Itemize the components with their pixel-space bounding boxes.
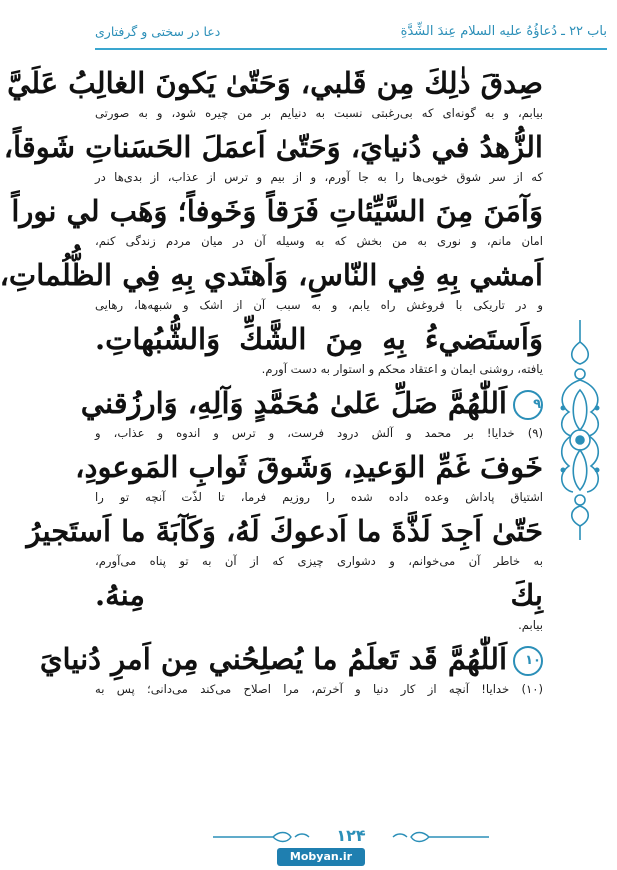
arabic-line <box>0 256 543 294</box>
persian-text: بیابم، و به گونه‌ای که بی‌رغبتی نسبت به دنیایم بر من چیره شود، و به صورتی <box>95 106 543 120</box>
arabic-text: اَللّٰهُمَّ صَلِّ عَلىٰ مُحَمَّدٍ وَآلِهِ، وَارزُقني <box>80 386 507 420</box>
site-watermark[interactable]: Mobyan.ir <box>277 848 365 866</box>
persian-translation-line <box>95 358 543 380</box>
persian-text: و در تاریکی با فروغش راه یابم، و به سبب آن از اشک و شبهه‌ها، رهایی <box>95 298 543 312</box>
arabic-text: الزُّهدُ في دُنيايَ، وَحَتّىٰ اَعمَلَ الحَسَناتِ شَوقاً، <box>3 130 543 164</box>
persian-translation-line <box>95 422 543 444</box>
section-title: دعا در سختی و گرفتاری <box>95 23 221 39</box>
persian-translation-line <box>95 230 543 252</box>
persian-text: (۹) خدایا! بر محمد و آلش درود فرست، و ترس و اندوه و عذاب، و <box>95 426 543 440</box>
persian-text: که از سر شوق خوبی‌ها را به جا آورم، و از بیم و ترس از عذاب، از بدی‌ها در <box>95 170 543 184</box>
persian-translation-line <box>95 678 543 700</box>
arabic-line <box>75 448 543 486</box>
arabic-line <box>95 320 543 358</box>
page-header <box>95 14 607 48</box>
arabic-text: خَوفَ غَمِّ الوَعيدِ، وَشَوقَ ثَوابِ المَوعودِ، <box>75 450 543 484</box>
arabic-line <box>95 576 543 614</box>
persian-text: امان مانم، و نوری به من بخش که به وسیله آن در میان مردم زندگی کنم، <box>95 234 543 248</box>
arabic-line <box>80 384 543 422</box>
persian-translation-line <box>95 614 543 636</box>
persian-text: یافته، روشنی ایمان و اعتقاد محکم و استوار به دست آورم. <box>261 362 543 376</box>
arabic-line <box>26 512 543 550</box>
arabic-text: وَآمَنَ مِنَ السَّيِّئاتِ فَرَقاً وَخَوفاً؛ وَهَب لي نوراً <box>11 194 543 228</box>
arabic-line <box>11 192 543 230</box>
persian-translation-line <box>95 166 543 188</box>
persian-translation-line <box>95 486 543 508</box>
persian-text: به خاطر آن می‌خوانم، و دشواری چیزی که از آن به تو پناه می‌آورم، <box>95 554 543 568</box>
verse-number-badge: ۱۰ <box>513 646 543 676</box>
arabic-text: وَاَستَضيءُ بِهِ مِنَ الشَّكِّ وَالشُّبُهاتِ. <box>95 322 543 356</box>
arabic-text: بِكَ مِنهُ. <box>95 578 543 612</box>
persian-translation-line <box>95 294 543 316</box>
arabic-text: اَمشي بِهِ فِي النّاسِ، وَاَهتَدي بِهِ فِي الظُّلُماتِ، <box>0 258 543 292</box>
text-body <box>0 60 543 700</box>
arabic-line <box>3 128 543 166</box>
arabic-text: حَتّىٰ اَجِدَ لَذَّةَ ما اَدعوكَ لَهُ، وَكَآبَةَ ما اَستَجيرُ <box>26 514 543 548</box>
persian-translation-line <box>95 102 543 124</box>
arabic-line <box>39 640 543 678</box>
arabic-text: صِدقَ ذٰلِكَ مِن قَلبي، وَحَتّىٰ يَكونَ الغالِبُ عَلَيَّ <box>7 66 543 100</box>
persian-text: بیابم. <box>518 618 543 632</box>
persian-text: اشتیاق پاداش وعده داده شده را روزیم فرما، تا لذّت آنچه تو را <box>95 490 543 504</box>
persian-translation-line <box>95 550 543 572</box>
arabic-line <box>7 64 543 102</box>
page-number: ۱۲۴ <box>336 826 366 845</box>
verse-number-badge: ۹ <box>513 390 543 420</box>
chapter-title: باب ۲۲ ـ دُعاؤُهُ عليه السلام عِندَ الشِّدَّةِ <box>400 23 607 39</box>
arabic-text: اَللّٰهُمَّ قَد تَعلَمُ ما يُصلِحُني مِن اَمرِ دُنيايَ <box>39 642 507 676</box>
header-divider <box>95 48 607 50</box>
persian-text: (۱۰) خدایا! آنچه از کار دنیا و آخرتم، مرا اصلاح می‌کند می‌دانی؛ پس به <box>95 682 543 696</box>
floral-ornament-icon <box>551 320 609 540</box>
footer-ornament-right-icon <box>393 830 489 844</box>
